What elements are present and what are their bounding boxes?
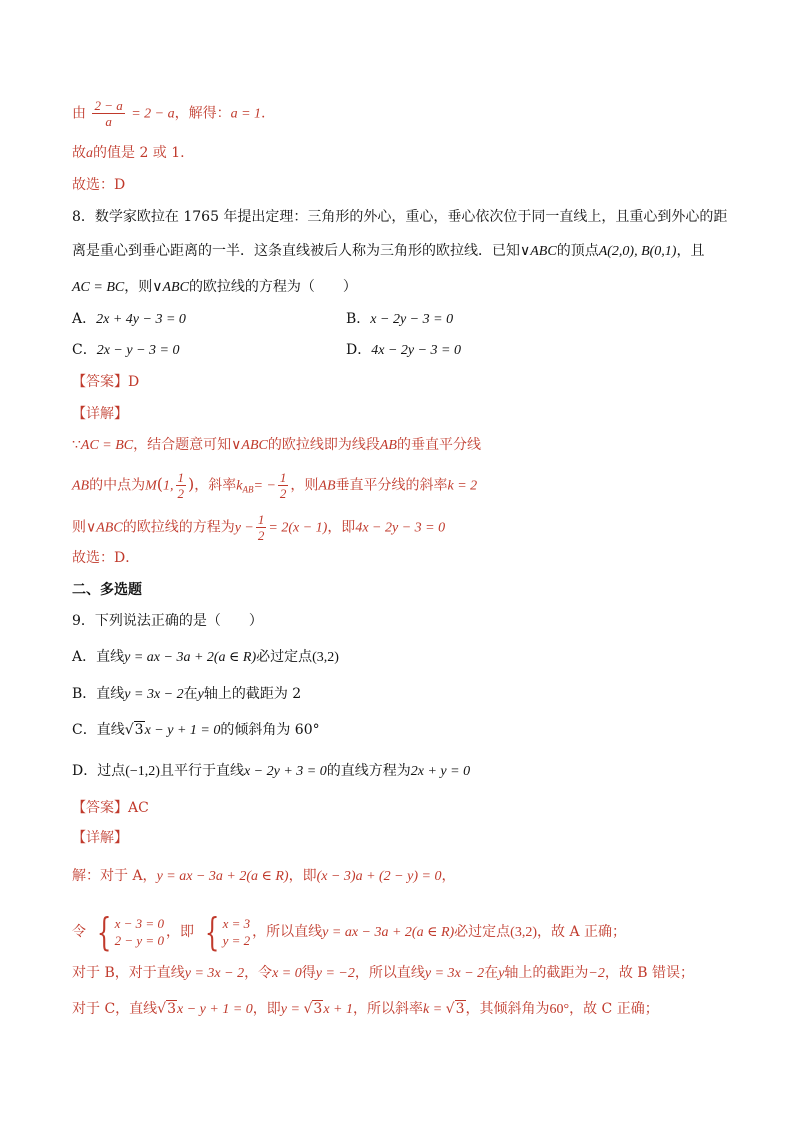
q8-text-3d: 的欧拉线的方程为（ ） (188, 279, 357, 295)
q8-text-2a: 离是重心到垂心距离的一半．这条直线被后人称为三角形的欧拉线．已知 (72, 243, 520, 259)
sqrt-3: √3 (445, 1001, 465, 1017)
fraction-2-minus-a-over-a (92, 98, 124, 129)
text: ，其倾斜角为 (465, 1001, 550, 1017)
expr: y = (280, 1002, 304, 1017)
point: (3,2) (510, 925, 537, 940)
text: ， (441, 868, 456, 884)
text: ，结合题意可知 (133, 437, 232, 453)
text-solve: ，解得： (174, 105, 231, 122)
row: 2 − y = 0 (114, 933, 164, 948)
fraction-half-2 (278, 470, 289, 501)
q9-option-c (72, 721, 320, 740)
q8-detail-label (72, 405, 128, 423)
text: 得 (301, 965, 316, 981)
expr: −2 (588, 966, 605, 981)
text: ，令 (244, 965, 273, 981)
row: y = 2 (222, 933, 251, 948)
answer-value: D (128, 374, 140, 390)
text: ，斜率 (194, 477, 237, 494)
sqrt-3: √3 (157, 1001, 177, 1017)
point-3-2: (3,2) (312, 650, 339, 665)
text: ，所以直线 (354, 965, 425, 981)
frac-den: 2 (279, 486, 287, 501)
expr: 2x + y = 0 (410, 764, 471, 779)
triangle-abc: ∨ABC (86, 520, 123, 536)
answer-label: 【答案】 (72, 800, 128, 816)
expr: x + 1 (323, 1002, 353, 1017)
radicand: 3 (313, 1001, 323, 1017)
option-b-label: B． (346, 311, 371, 327)
q8-text-3b: ，则 (124, 279, 153, 295)
option-a-label: A． (72, 311, 97, 327)
segment-ab: AB (72, 478, 90, 494)
q8-stem-line2 (72, 242, 704, 261)
text-value: 的值是 2 或 1. (93, 145, 185, 161)
expr: y − (234, 520, 254, 536)
text: ，所以直线 (252, 924, 323, 940)
point: (−1,2) (125, 764, 160, 779)
fraction-half (176, 470, 187, 501)
text: ，故 A 正确； (537, 924, 627, 940)
q8-detail-line3 (72, 512, 445, 543)
q9-option-d (72, 762, 470, 781)
text: ，即 (252, 1001, 281, 1017)
slope-k: k (236, 478, 243, 494)
radicand: 3 (134, 722, 144, 738)
q9-answer (72, 799, 149, 817)
text: 在 (183, 686, 198, 702)
answer-label: 【答案】 (72, 374, 128, 390)
option-b-text: x − 2y − 3 = 0 (370, 312, 454, 327)
text: A．直线 (72, 649, 125, 665)
text: 垂直平分线的斜率 (335, 477, 448, 494)
text: 在 (484, 965, 499, 981)
q8-options-row1 (72, 310, 454, 329)
text: ，则 (290, 477, 319, 494)
expr: x − 2y + 3 = 0 (243, 764, 327, 779)
text: B．直线 (72, 686, 125, 702)
text: ，即 (288, 868, 317, 884)
text: 则 (72, 519, 86, 536)
frac-num: 1 (257, 512, 265, 527)
text: 对于 B，对于直线 (72, 965, 185, 981)
row: x − 3 = 0 (114, 916, 164, 931)
expr: = 2(x − 1) (268, 520, 328, 536)
choice-text: 故选：D． (72, 550, 140, 566)
expr-a-eq-1: a = 1 (230, 106, 262, 122)
text: 的直线方程为 (326, 763, 411, 779)
expr: = 2 − a (131, 106, 175, 122)
q8-text-2c: 的顶点 (556, 243, 599, 259)
answer-value: AC (128, 800, 149, 816)
sqrt-3: √3 (124, 722, 144, 738)
text-you: 由 (72, 105, 86, 122)
point-m: M (145, 478, 157, 494)
var-y: y (197, 687, 204, 702)
expr: y = 3x − 2 (124, 687, 184, 702)
text: 必过定点 (256, 649, 313, 665)
text: ，所以斜率 (352, 1001, 423, 1017)
frac-den: 2 (257, 528, 265, 543)
var-a: a (86, 146, 93, 161)
q8-detail-line2 (72, 470, 477, 501)
text: 的欧拉线的方程为 (122, 519, 235, 536)
q9-solution-line1 (72, 867, 455, 886)
triangle-abc: ∨ABC (231, 438, 268, 453)
paren-close: ) (188, 474, 195, 494)
segment-ab: AB (318, 478, 336, 494)
expr: y = ax − 3a + 2(a ∈ R) (156, 869, 289, 884)
radicand: 3 (167, 1001, 177, 1017)
text: 对于 C，直线 (72, 1001, 158, 1017)
expr-k-eq-2: k = 2 (447, 478, 478, 494)
q8-detail-line1 (72, 436, 481, 455)
option-d-label: D． (346, 342, 372, 358)
q9-option-a (72, 648, 339, 667)
text: 的垂直平分线 (396, 437, 481, 453)
q8-pick (72, 549, 139, 567)
frac-den: 2 (177, 486, 185, 501)
brace: { (205, 910, 220, 954)
frac-num: 1 (279, 470, 287, 485)
q8-text-2e: ，且 (676, 243, 705, 259)
q9-detail-label (72, 829, 128, 847)
text: ，即 (327, 519, 356, 536)
q8-text-1: 8．数学家欧拉在 1765 年提出定理：三角形的外心，重心，垂心依次位于同一直线上，且重心到外心的距 (72, 209, 728, 225)
detail-label: 【详解】 (72, 830, 128, 846)
expr: x − y + 1 = 0 (144, 723, 221, 738)
period: . (261, 105, 266, 122)
sqrt-3: √3 (303, 1001, 323, 1017)
solution-line-value (72, 144, 185, 163)
expr: y = 3x − 2 (184, 966, 245, 981)
radicand: 3 (455, 1001, 465, 1017)
angle: 60° (549, 1002, 570, 1017)
fraction-half-3 (256, 512, 267, 543)
q9-stem (72, 612, 263, 630)
segment-ab: AB (379, 438, 397, 453)
expr: (x − 3)a + (2 − y) = 0 (316, 869, 442, 884)
ac-eq-bc: AC = BC (72, 280, 125, 295)
text: C．直线 (72, 722, 125, 738)
paren-open: ( (156, 474, 164, 494)
text: ，即 (165, 924, 194, 940)
section-heading (72, 581, 142, 599)
q8-answer (72, 373, 139, 391)
system-1 (92, 910, 164, 954)
slope-sub: AB (242, 484, 254, 495)
expr: y = 3x − 2 (424, 966, 485, 981)
text: 解：对于 A， (72, 868, 157, 884)
text: 的欧拉线即为线段 (267, 437, 380, 453)
q8-stem-line3 (72, 278, 357, 297)
text: 的倾斜角为 60° (220, 722, 320, 738)
text: ，故 B 错误； (604, 965, 695, 981)
triangle-abc: ∨ABC (520, 244, 557, 259)
system-2 (200, 910, 251, 954)
text: 的中点为 (89, 477, 146, 494)
frac-den: a (105, 114, 112, 129)
q9-solution-line3 (72, 964, 694, 983)
points-a-b: A(2,0), B(0,1) (598, 244, 677, 259)
option-d-text: 4x − 2y − 3 = 0 (371, 343, 462, 358)
option-a-text: 2x + 4y − 3 = 0 (96, 312, 186, 327)
expr: y = ax − 3a + 2(a ∈ R) (124, 650, 257, 665)
frac-num: 2 − a (94, 98, 123, 113)
expr: x − y + 1 = 0 (177, 1002, 253, 1017)
expr: y = ax − 3a + 2(a ∈ R) (322, 925, 455, 940)
text: D．过点 (72, 763, 126, 779)
ac-eq-bc: AC = BC (80, 438, 134, 453)
coord: 1, (163, 478, 174, 494)
triangle-abc: ∨ABC (152, 280, 189, 295)
text-gu: 故 (72, 145, 86, 161)
expr: x = 0 (272, 966, 302, 981)
section-title: 二、多选题 (72, 582, 142, 598)
q8-options-row2 (72, 341, 462, 360)
q9-solution-line2 (72, 910, 627, 954)
expr: k = (422, 1002, 446, 1017)
q9-option-b (72, 685, 301, 704)
q9-solution-line4 (72, 1000, 659, 1019)
option-c-text: 2x − y − 3 = 0 (96, 343, 180, 358)
choice-text: 故选：D (72, 177, 126, 193)
frac-num: 1 (177, 470, 185, 485)
option-c-label: C． (72, 342, 97, 358)
text: 轴上的截距为 2 (203, 686, 302, 702)
solution-choice-7 (72, 176, 125, 194)
text: ，故 C 正确； (569, 1001, 659, 1017)
detail-label: 【详解】 (72, 406, 128, 422)
expr: y = −2 (315, 966, 355, 981)
solution-line-fraction (72, 98, 266, 129)
q9-text: 9．下列说法正确的是（ ） (72, 613, 263, 629)
brace: { (97, 910, 112, 954)
expr: = − (253, 478, 276, 494)
row: x = 3 (222, 916, 251, 931)
text: 轴上的截距为 (504, 965, 589, 981)
text: 必过定点 (454, 924, 511, 940)
text: 令 (72, 924, 86, 940)
text: 且平行于直线 (159, 763, 244, 779)
expr-final: 4x − 2y − 3 = 0 (355, 520, 446, 536)
because-symbol: ∵ (72, 437, 81, 453)
q8-stem-line1 (72, 208, 727, 226)
var-y: y (498, 966, 505, 981)
